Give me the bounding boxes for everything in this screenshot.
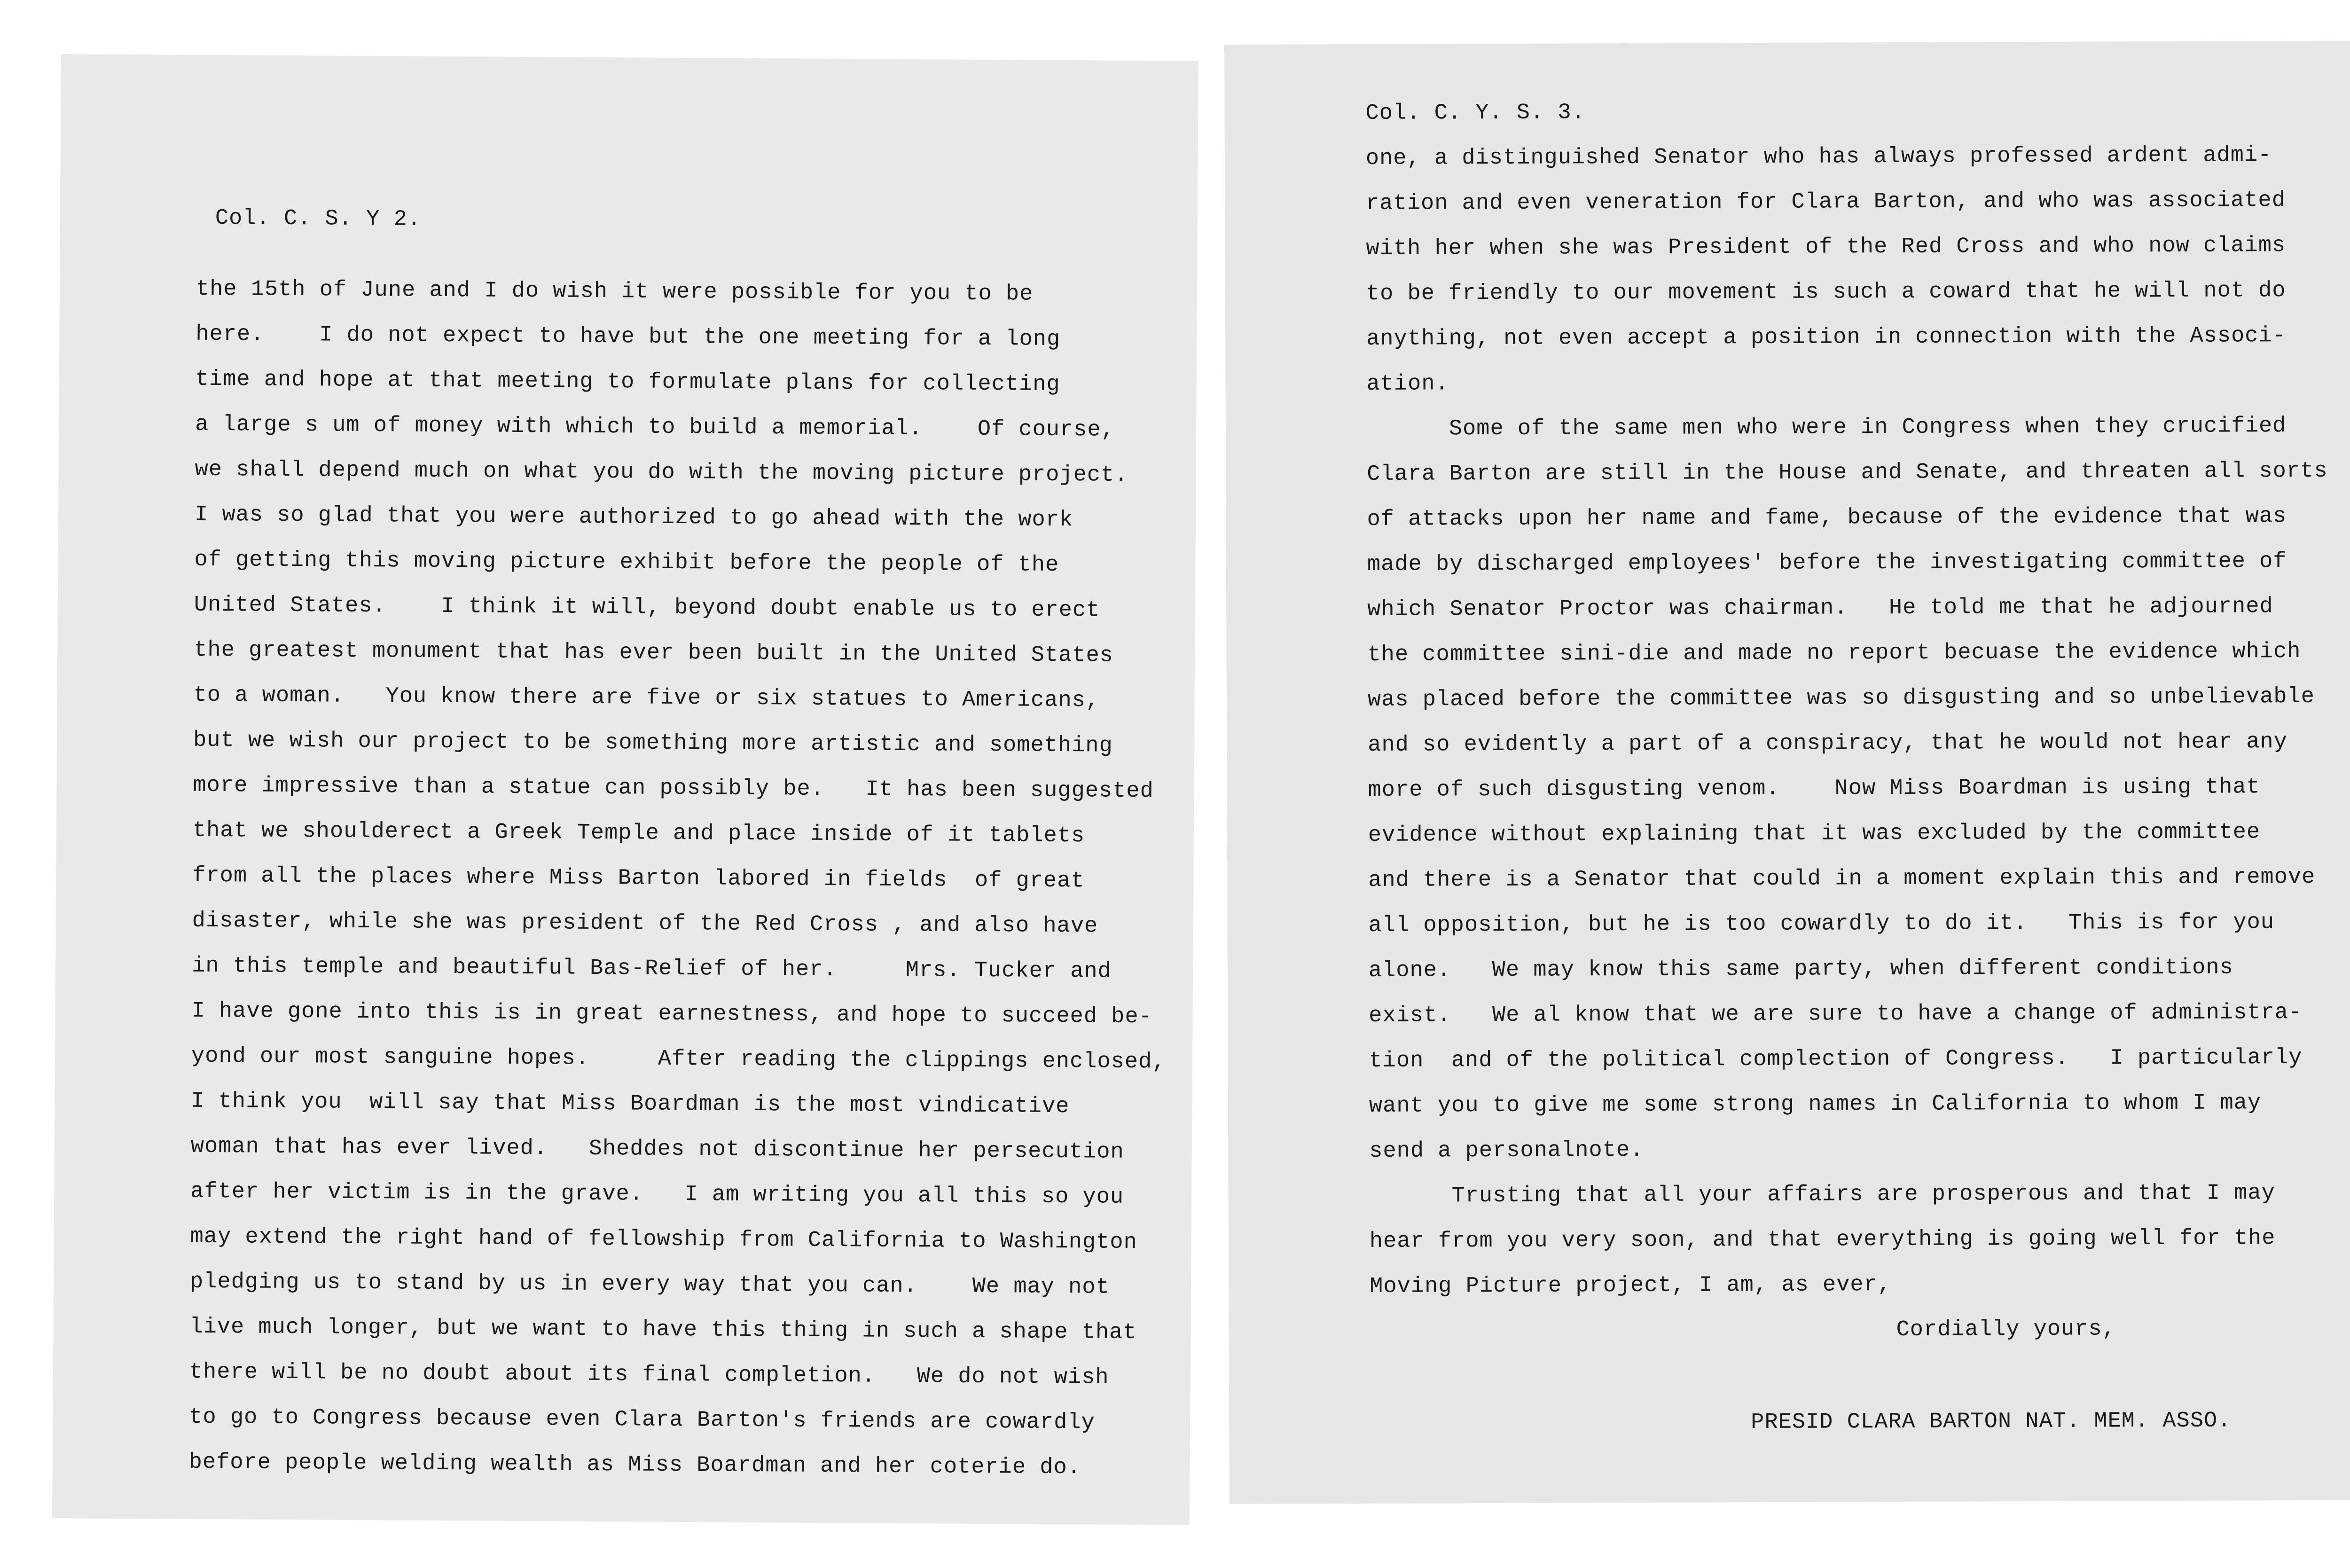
- text-line: more of such disgusting venom. Now Miss Boardman is using that: [1368, 775, 2260, 803]
- text-line: one, a distinguished Senator who has always professed ardent admi-: [1365, 143, 2272, 171]
- text-line: a large s um of money with which to build a memorial. Of course,: [195, 412, 1115, 443]
- signature-line: PRESID CLARA BARTON NAT. MEM. ASSO.: [1751, 1408, 2232, 1435]
- text-line: I was so glad that you were authorized to go ahead with the work: [194, 502, 1073, 533]
- text-line: to go to Congress because even Clara Barton's friends are cowardly: [189, 1404, 1095, 1435]
- text-line: the greatest monument that has ever been built in the United States: [194, 637, 1114, 668]
- text-line: of attacks upon her name and fame, because of the evidence that was: [1367, 504, 2287, 532]
- text-line: was placed before the committee was so disgusting and so unbelievable: [1367, 684, 2315, 713]
- text-line: woman that has ever lived. Sheddes not discontinue her persecution: [190, 1134, 1124, 1165]
- text-line: exist. We al know that we are sure to have a change of administra-: [1369, 1000, 2303, 1028]
- text-line: Clara Barton are still in the House and Senate, and threaten all sorts: [1367, 458, 2328, 487]
- text-line: send a personalnote.: [1369, 1137, 1644, 1164]
- text-line: to a woman. You know there are five or six statues to Americans,: [193, 682, 1100, 713]
- text-line: may extend the right hand of fellowship from California to Washington: [190, 1224, 1137, 1255]
- letter-body: [1366, 133, 2350, 1446]
- text-line: that we shoulderect a Greek Temple and place inside of it tablets: [192, 818, 1085, 849]
- text-line: pledging us to stand by us in every way that you can. We may not: [189, 1269, 1110, 1300]
- text-line: Moving Picture project, I am, as ever,: [1370, 1272, 1892, 1299]
- text-line: time and hope at that meeting to formulate plans for collecting: [195, 367, 1060, 397]
- text-line: United States. I think it will, beyond doubt enable us to erect: [194, 592, 1100, 623]
- text-line: all opposition, but he is too cowardly to do it. This is for you: [1368, 910, 2275, 938]
- text-line: to be friendly to our movement is such a coward that he will not do: [1366, 278, 2286, 306]
- text-line: but we wish our project to be something more artistic and something: [193, 728, 1113, 759]
- text-line: we shall depend much on what you do with the moving picture project.: [195, 457, 1128, 488]
- text-line: tion and of the political complection of Congress. I particularly: [1369, 1045, 2303, 1074]
- page-header: Col. C. Y. S. 3.: [1365, 100, 1585, 126]
- text-line: disaster, while she was president of the Red Cross , and also have: [192, 908, 1098, 939]
- text-line: here. I do not expect to have but the one meeting for a long: [196, 321, 1061, 352]
- text-line: anything, not even accept a position in connection with the Associ-: [1366, 323, 2286, 352]
- text-line: yond our most sanguine hopes. After reading the clippings enclosed,: [191, 1043, 1166, 1075]
- text-line: I think you will say that Miss Boardman is the most vindicative: [191, 1089, 1070, 1120]
- text-line: which Senator Proctor was chairman. He told me that he adjourned: [1367, 594, 2273, 622]
- letter-body: [188, 267, 1197, 1491]
- text-line: there will be no doubt about its final completion. We do not wish: [189, 1359, 1109, 1390]
- text-line: the 15th of June and I do wish it were possible for you to be: [196, 276, 1034, 307]
- text-line: ration and even veneration for Clara Barton, and who was associated: [1366, 188, 2286, 216]
- text-line: Some of the same men who were in Congress when they crucified: [1449, 414, 2287, 442]
- text-line: I have gone into this is in great earnestness, and hope to succeed be-: [191, 998, 1153, 1030]
- page-header: Col. C. S. Y 2.: [215, 206, 422, 232]
- text-line: ation.: [1366, 371, 1449, 397]
- text-line: alone. We may know this same party, when different conditions: [1368, 955, 2233, 983]
- text-line: with her when she was President of the Red Cross and who now claims: [1366, 233, 2286, 261]
- text-line: hear from you very soon, and that everything is going well for the: [1369, 1226, 2276, 1254]
- text-line: Trusting that all your affairs are prosperous and that I may: [1451, 1181, 2275, 1209]
- text-line: after her victim is in the grave. I am writing you all this so you: [190, 1179, 1124, 1210]
- text-line: more impressive than a statue can possibly be. It has been suggested: [193, 773, 1154, 804]
- text-line: the committee sini-die and made no report becuase the evidence which: [1367, 639, 2301, 667]
- text-line: want you to give me some strong names in California to whom I may: [1369, 1090, 2262, 1119]
- text-line: of getting this moving picture exhibit before the people of the: [194, 547, 1059, 578]
- text-line: before people welding wealth as Miss Boardman and her coterie do.: [188, 1450, 1081, 1481]
- text-line: live much longer, but we want to have this thing in such a shape that: [189, 1314, 1137, 1346]
- letter-page-3: [1224, 40, 2350, 1504]
- text-line: in this temple and beautiful Bas-Relief of her. Mrs. Tucker and: [191, 953, 1112, 984]
- text-line: and so evidently a part of a conspiracy, that he would not hear any: [1368, 729, 2288, 758]
- text-line: and there is a Senator that could in a moment explain this and remove: [1368, 864, 2316, 893]
- letter-page-2: [52, 54, 1198, 1525]
- closing-salutation: Cordially yours,: [1896, 1317, 2116, 1343]
- text-line: from all the places where Miss Barton labored in fields of great: [192, 863, 1085, 894]
- text-line: made by discharged employees' before the investigating committee of: [1367, 549, 2287, 577]
- text-line: evidence without explaining that it was excluded by the committee: [1368, 820, 2261, 848]
